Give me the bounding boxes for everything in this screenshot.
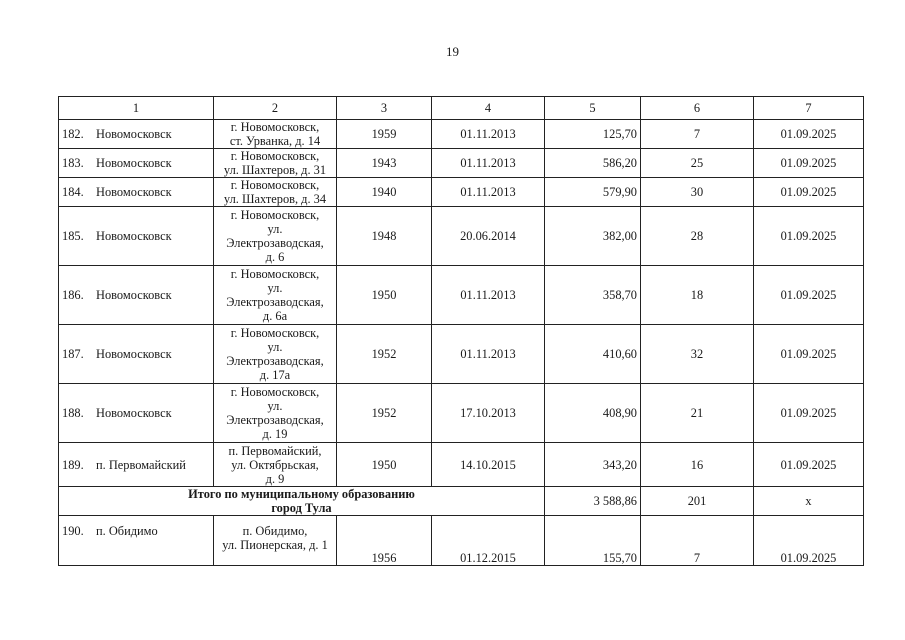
residents-cell: 7 [641,120,754,149]
row-number: 183. [62,156,84,170]
year-built-cell: 1959 [337,120,432,149]
address-cell [214,443,337,487]
table-row [59,384,864,443]
settlement-cell [59,120,214,149]
total-label-line: город Тула [271,501,332,515]
total-label-line: Итого по муниципальному образованию [188,487,415,501]
deadline-cell: 01.09.2025 [754,207,864,266]
address-line: д. 6а [262,309,288,323]
settlement-name: Новомосковск [96,288,172,302]
address-line: ул. [267,340,283,354]
settlement-cell [59,325,214,384]
address-cell [214,325,337,384]
address-line: ул. Октябрьская, [231,457,319,472]
residents-cell: 7 [641,516,754,566]
date-cell: 14.10.2015 [432,443,545,487]
column-header: 2 [214,97,337,120]
year-built-cell: 1943 [337,149,432,178]
address-line: г. Новомосковск, [230,149,320,163]
row-number: 189. [62,457,84,472]
address-line: г. Новомосковск, [230,326,320,340]
settlement-name: Новомосковск [96,229,172,243]
address-line: ул. [267,281,283,295]
year-built-cell: 1950 [337,266,432,325]
row-number: 182. [62,127,84,141]
area-cell: 586,20 [545,149,641,178]
address-line: Электрозаводская, [226,236,324,250]
date-cell: 01.12.2015 [432,516,545,566]
deadline-cell: 01.09.2025 [754,120,864,149]
address-line: Электрозаводская, [226,354,324,368]
settlement-cell [59,384,214,443]
total-row [59,487,864,516]
deadline-cell: 01.09.2025 [754,149,864,178]
address-line: г. Новомосковск, [230,385,320,399]
column-header: 4 [432,97,545,120]
column-header: 6 [641,97,754,120]
settlement-name: Новомосковск [96,406,172,420]
settlement-name: Новомосковск [96,347,172,361]
address-line: г. Новомосковск, [230,120,320,134]
address-cell [214,120,337,149]
area-cell: 358,70 [545,266,641,325]
address-cell [214,266,337,325]
address-cell [214,149,337,178]
settlement-cell [59,178,214,207]
settlement-cell [59,516,214,566]
year-built-cell: 1950 [337,443,432,487]
deadline-cell: 01.09.2025 [754,443,864,487]
table-row [59,207,864,266]
table-row [59,266,864,325]
total-area-cell: 3 588,86 [545,487,641,516]
area-cell: 579,90 [545,178,641,207]
date-cell: 20.06.2014 [432,207,545,266]
row-number: 188. [62,406,84,420]
date-cell: 01.11.2013 [432,266,545,325]
address-line: г. Новомосковск, [230,178,320,192]
deadline-cell: 01.09.2025 [754,516,864,566]
table-row [59,325,864,384]
year-built-cell: 1948 [337,207,432,266]
address-line: д. 19 [262,427,288,441]
address-line: ст. Урванка, д. 14 [229,134,321,148]
column-header: 1 [59,97,214,120]
table-row [59,178,864,207]
residents-cell: 28 [641,207,754,266]
settlement-name: Новомосковск [96,185,172,199]
area-cell: 155,70 [545,516,641,566]
row-number: 187. [62,347,84,361]
row-number: 186. [62,288,84,302]
deadline-cell: 01.09.2025 [754,266,864,325]
address-cell [214,207,337,266]
settlement-name: Новомосковск [96,127,172,141]
address-cell [214,516,337,566]
settlement-cell [59,207,214,266]
area-cell: 408,90 [545,384,641,443]
column-header: 3 [337,97,432,120]
address-line: п. Обидимо, [242,524,308,538]
row-number: 185. [62,229,84,243]
deadline-cell: 01.09.2025 [754,384,864,443]
address-line: д. 6 [265,250,285,264]
row-number: 184. [62,185,84,199]
settlement-name: Новомосковск [96,156,172,170]
column-number-row [59,97,864,120]
settlement-cell [59,149,214,178]
area-cell: 125,70 [545,120,641,149]
address-line: Электрозаводская, [226,413,324,427]
settlement-name: п. Первомайский [96,457,186,472]
settlement-cell [59,266,214,325]
settlement-cell [59,443,214,487]
table-row [59,120,864,149]
address-line: ул. Шахтеров, д. 31 [223,163,327,177]
address-line: п. Первомайский, [228,443,322,458]
address-line: д. 17а [259,368,291,382]
residents-cell: 25 [641,149,754,178]
table-row [59,149,864,178]
address-line: г. Новомосковск, [230,208,320,222]
address-cell [214,178,337,207]
area-cell: 382,00 [545,207,641,266]
address-line: ул. Пионерская, д. 1 [222,538,328,552]
residents-cell: 18 [641,266,754,325]
residents-cell: 21 [641,384,754,443]
page-number: 19 [446,44,459,59]
table-row [59,516,864,566]
address-line: г. Новомосковск, [230,267,320,281]
address-line: ул. Шахтеров, д. 34 [223,192,327,206]
deadline-cell: 01.09.2025 [754,178,864,207]
total-deadline-cell: х [754,487,864,516]
year-built-cell: 1952 [337,384,432,443]
column-header: 7 [754,97,864,120]
housing-registry-table [58,96,864,566]
address-cell [214,384,337,443]
date-cell: 01.11.2013 [432,325,545,384]
address-line: Электрозаводская, [226,295,324,309]
total-label [59,487,545,516]
residents-cell: 16 [641,443,754,487]
deadline-cell: 01.09.2025 [754,325,864,384]
residents-cell: 32 [641,325,754,384]
residents-cell: 30 [641,178,754,207]
date-cell: 01.11.2013 [432,149,545,178]
year-built-cell: 1940 [337,178,432,207]
area-cell: 343,20 [545,443,641,487]
address-line: ул. [267,399,283,413]
year-built-cell: 1952 [337,325,432,384]
date-cell: 01.11.2013 [432,178,545,207]
settlement-name: п. Обидимо [96,524,158,538]
address-line: д. 9 [265,471,285,486]
total-residents-cell: 201 [641,487,754,516]
year-built-cell: 1956 [337,516,432,566]
address-line: ул. [267,222,283,236]
date-cell: 01.11.2013 [432,120,545,149]
row-number: 190. [62,524,84,538]
column-header: 5 [545,97,641,120]
table-row [59,443,864,487]
date-cell: 17.10.2013 [432,384,545,443]
area-cell: 410,60 [545,325,641,384]
